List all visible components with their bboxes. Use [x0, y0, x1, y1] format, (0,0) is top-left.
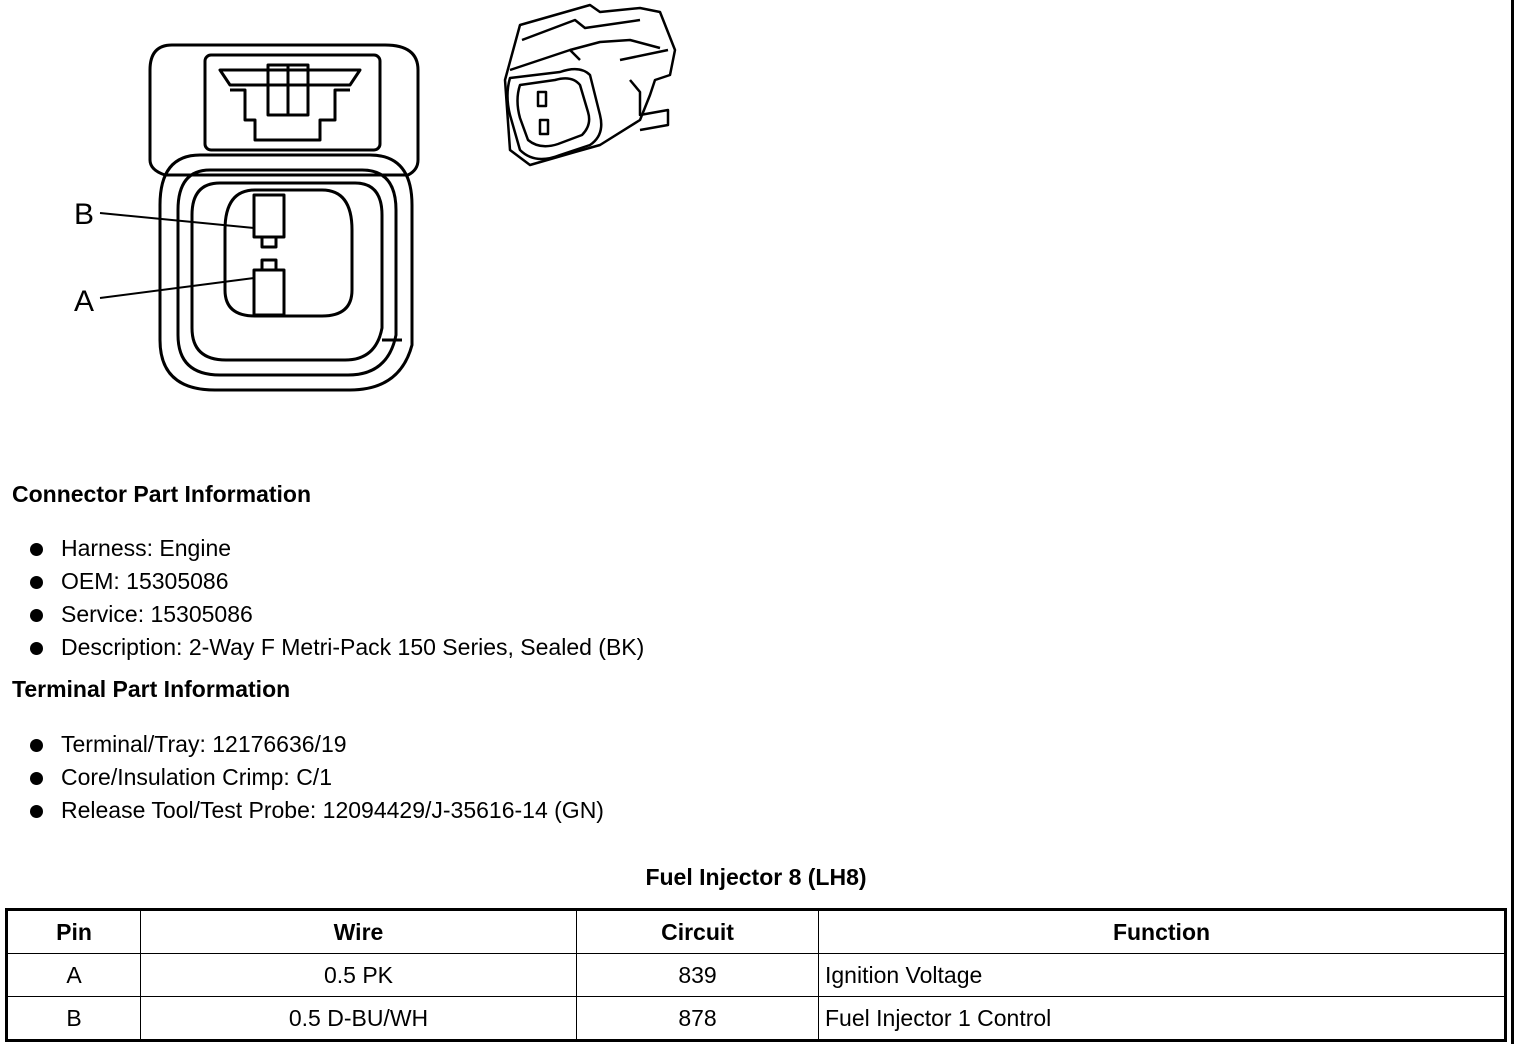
bullet-icon	[30, 576, 43, 589]
list-item	[30, 598, 644, 631]
list-item-text: Description: 2-Way F Metri-Pack 150 Series, Sealed (BK)	[61, 634, 645, 660]
connector-isometric-diagram	[490, 0, 690, 175]
pin-label-b: B	[74, 198, 95, 231]
connector-info-title: Connector Part Information	[12, 481, 312, 507]
cell-wire: 0.5 D-BU/WH	[141, 997, 577, 1041]
header-circuit: Circuit	[577, 910, 819, 954]
cell-circuit: 878	[577, 997, 819, 1041]
connector-info-list	[30, 532, 644, 664]
bullet-icon	[30, 609, 43, 622]
terminal-info-list	[30, 728, 604, 827]
pin-label-a: A	[74, 285, 95, 318]
terminal-info-title: Terminal Part Information	[12, 676, 291, 702]
list-item-text: Release Tool/Test Probe: 12094429/J-35616-14 (GN)	[61, 797, 604, 823]
bullet-icon	[30, 543, 43, 556]
list-item-text: OEM: 15305086	[61, 568, 229, 594]
connector-face-diagram	[60, 30, 440, 410]
list-item	[30, 761, 604, 794]
cell-function: Ignition Voltage	[819, 954, 1506, 997]
list-item-text: Harness: Engine	[61, 535, 232, 561]
cell-circuit: 839	[577, 954, 819, 997]
table-row	[7, 997, 1506, 1041]
list-item	[30, 565, 644, 598]
bullet-icon	[30, 805, 43, 818]
list-item-text: Service: 15305086	[61, 601, 253, 627]
bullet-icon	[30, 772, 43, 785]
list-item	[30, 728, 604, 761]
bullet-icon	[30, 739, 43, 752]
table-caption: Fuel Injector 8 (LH8)	[645, 864, 867, 890]
cell-function: Fuel Injector 1 Control	[819, 997, 1506, 1041]
cell-pin: B	[7, 997, 141, 1041]
header-wire: Wire	[141, 910, 577, 954]
table-header-row	[7, 910, 1506, 954]
list-item	[30, 631, 644, 664]
list-item-text: Terminal/Tray: 12176636/19	[61, 731, 347, 757]
header-function: Function	[819, 910, 1506, 954]
pinout-table	[5, 908, 1507, 1042]
cell-wire: 0.5 PK	[141, 954, 577, 997]
list-item	[30, 532, 644, 565]
list-item-text: Core/Insulation Crimp: C/1	[61, 764, 332, 790]
list-item	[30, 794, 604, 827]
header-pin: Pin	[7, 910, 141, 954]
table-row	[7, 954, 1506, 997]
cell-pin: A	[7, 954, 141, 997]
bullet-icon	[30, 642, 43, 655]
